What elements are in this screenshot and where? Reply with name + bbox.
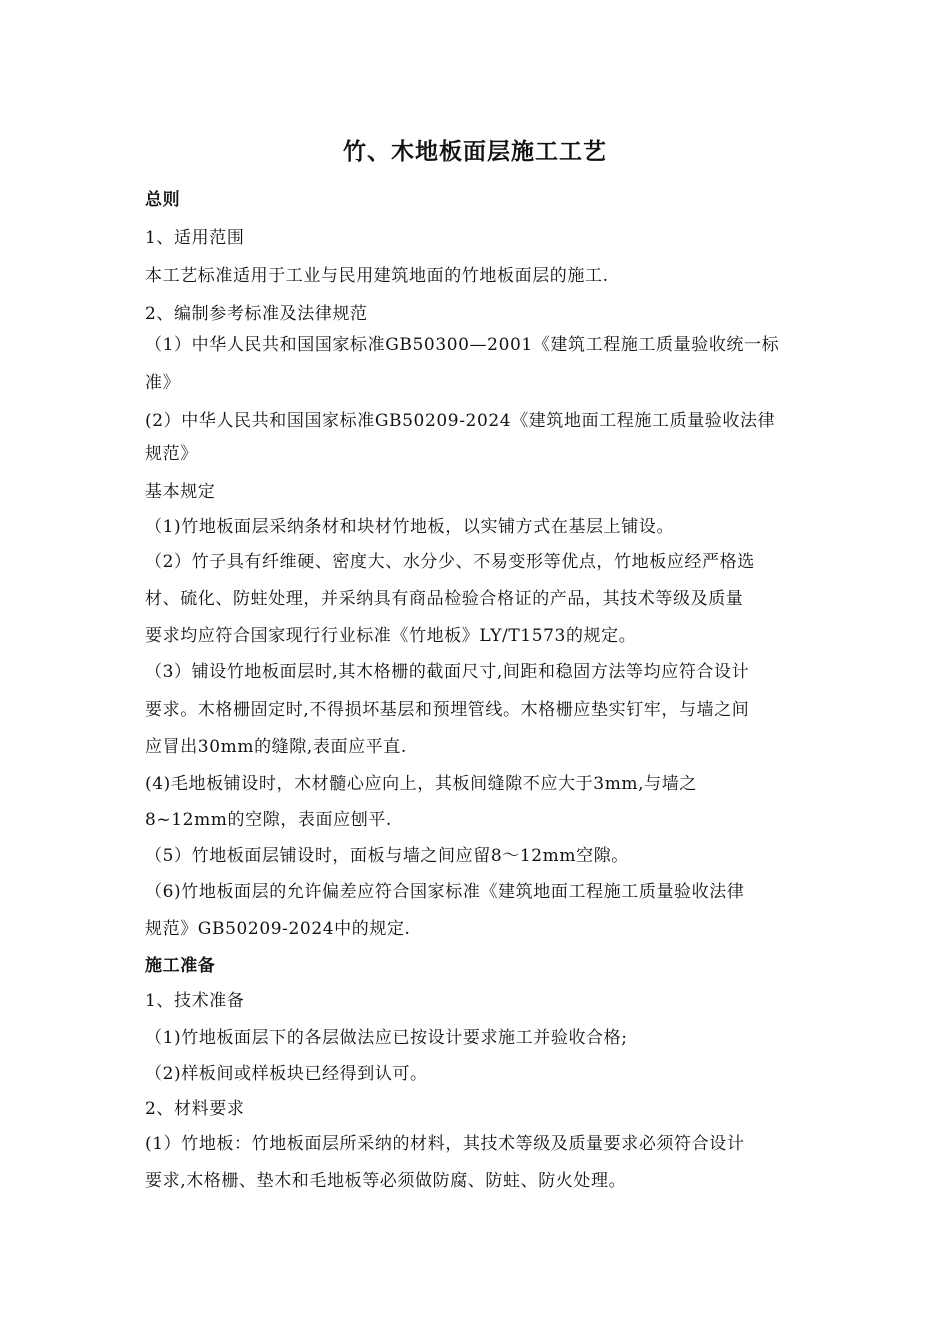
paragraph-line-cropped: (4)毛地板铺设时，木材髓心应向上，其板间缝隙不应大于3mm,与墙之 <box>145 774 697 794</box>
paragraph-line: 材、硫化、防蛀处理，并采纳具有商品检验合格证的产品，其技术等级及质量 <box>145 589 744 609</box>
subsection-basic-rules: 基本规定 <box>145 482 216 502</box>
paragraph-line: 应冒出30mm的缝隙,表面应平直. <box>145 737 407 757</box>
paragraph-line: （3）铺设竹地板面层时,其木格栅的截面尺寸,间距和稳固方法等均应符合设计 <box>145 662 750 682</box>
paragraph-line: （6)竹地板面层的允许偏差应符合国家标准《建筑地面工程施工质量验收法律 <box>145 882 745 902</box>
paragraph-line: (1）竹地板：竹地板面层所采纳的材料，其技术等级及质量要求必须符合设计 <box>145 1134 745 1154</box>
section-heading-preparation: 施工准备 <box>145 956 216 976</box>
paragraph-line: （5）竹地板面层铺设时，面板与墙之间应留8～12mm空隙。 <box>145 846 629 866</box>
paragraph-line: 规范》GB50209-2024中的规定. <box>145 919 411 939</box>
document-title: 竹、木地板面层施工工艺 <box>343 139 607 165</box>
paragraph-line: （2）竹子具有纤维硬、密度大、水分少、不易变形等优点，竹地板应经严格选 <box>145 552 755 572</box>
paragraph-line: 要求。木格栅固定时,不得损坏基层和预埋管线。木格栅应垫实钉牢，与墙之间 <box>145 700 750 720</box>
paragraph-line: (2）中华人民共和国国家标准GB50209-2024《建筑地面工程施工质量验收法律 <box>145 411 776 431</box>
paragraph-line: 要求,木格栅、垫木和毛地板等必须做防腐、防蛀、防火处理。 <box>145 1171 627 1191</box>
section-heading-general: 总则 <box>145 190 181 210</box>
subsection-scope: 1、适用范围 <box>145 228 245 248</box>
paragraph-line: 规范》 <box>145 444 198 464</box>
paragraph-line: （2)样板间或样板块已经得到认可。 <box>145 1064 428 1084</box>
subsection-technical: 1、技术准备 <box>145 991 245 1011</box>
paragraph-line: 8~12mm的空隙，表面应刨平. <box>145 810 392 830</box>
paragraph-line: （1)竹地板面层下的各层做法应已按设计要求施工并验收合格; <box>145 1028 628 1048</box>
subsection-references: 2、编制参考标准及法律规范 <box>145 304 368 324</box>
paragraph-line: 准》 <box>145 373 181 393</box>
paragraph-line: （1）中华人民共和国国家标准GB50300—2001《建筑工程施工质量验收统一标 <box>145 335 780 355</box>
paragraph-line: 要求均应符合国家现行行业标准《竹地板》LY/T1573的规定。 <box>145 626 637 646</box>
paragraph-line: （1)竹地板面层采纳条材和块材竹地板，以实铺方式在基层上铺设。 <box>145 517 675 537</box>
subsection-materials: 2、材料要求 <box>145 1099 245 1119</box>
paragraph-line: 本工艺标准适用于工业与民用建筑地面的竹地板面层的施工. <box>145 266 609 286</box>
